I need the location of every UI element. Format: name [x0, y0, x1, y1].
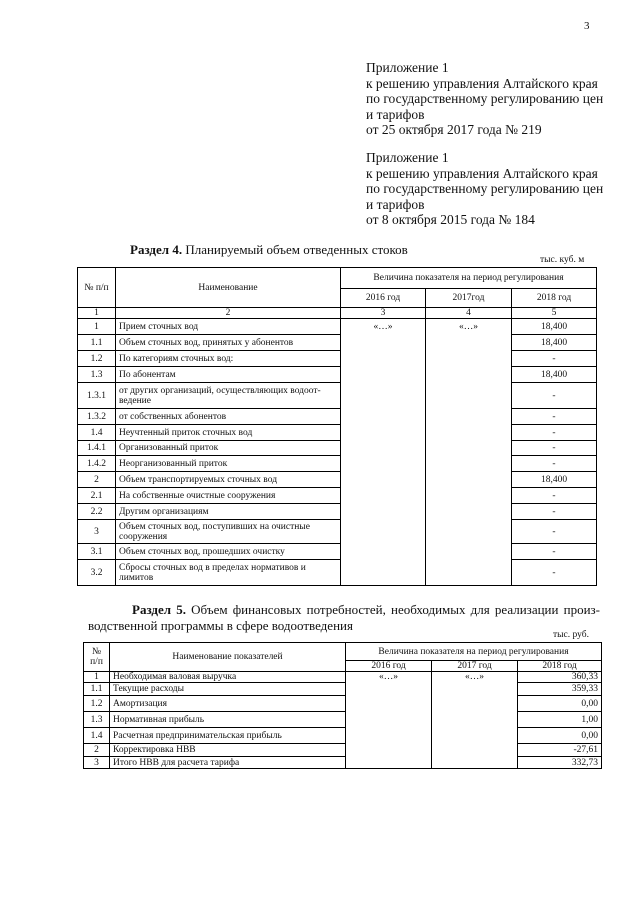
- appendix-line: к решению управления Алтайского края: [366, 165, 598, 181]
- row-2018: -: [512, 520, 597, 544]
- col-number: 3: [341, 308, 426, 319]
- section4-units: тыс. куб. м: [540, 255, 585, 265]
- row-name: Необходимая валовая выручка: [110, 672, 346, 683]
- appendix-block-2: [366, 150, 603, 228]
- table-row: [78, 472, 597, 488]
- row-num: 1.3: [78, 367, 116, 383]
- row-2016: [341, 472, 426, 488]
- row-name: Объем сточных вод, прошедших очистку: [116, 544, 341, 560]
- row-2016: [341, 335, 426, 351]
- appendix-line: к решению управления Алтайского края: [366, 75, 598, 91]
- header-num: № п/п: [78, 268, 116, 308]
- row-2016: [341, 504, 426, 520]
- table-row: [84, 696, 602, 712]
- row-num: 1.2: [78, 351, 116, 367]
- row-2018: 0,00: [518, 696, 602, 712]
- table-row: [78, 520, 597, 544]
- row-2016: [341, 560, 426, 586]
- row-2017: [426, 504, 512, 520]
- row-2016: [341, 544, 426, 560]
- row-2017: [426, 383, 512, 409]
- row-name: Прием сточных вод: [116, 319, 341, 335]
- row-num: 2.1: [78, 488, 116, 504]
- table-row: [78, 504, 597, 520]
- row-2018: 332,73: [518, 757, 602, 769]
- col-number: 2: [116, 308, 341, 319]
- row-2018: 18,400: [512, 319, 597, 335]
- row-2016: [341, 441, 426, 456]
- row-num: 2.2: [78, 504, 116, 520]
- row-2018: -: [512, 383, 597, 409]
- header-year: 2016 год: [346, 661, 432, 672]
- row-2018: 18,400: [512, 472, 597, 488]
- row-2017: [426, 544, 512, 560]
- row-2016: «…»: [346, 672, 432, 683]
- row-2017: «…»: [426, 319, 512, 335]
- table-row: [84, 757, 602, 769]
- appendix-line: по государственному регулированию цен: [366, 91, 604, 106]
- table-row: [84, 712, 602, 728]
- section5-title-text-2: водственной программы в сфере водоотведения: [88, 618, 353, 633]
- row-2018: 18,400: [512, 335, 597, 351]
- table-row: [78, 560, 597, 586]
- row-name: Объем сточных вод, принятых у абонентов: [116, 335, 341, 351]
- appendix-line: и тарифов: [366, 196, 425, 212]
- section4-title-text: Планируемый объем отведенных стоков: [182, 242, 408, 257]
- row-2016: [341, 425, 426, 441]
- row-2018: -: [512, 425, 597, 441]
- table-row: [78, 544, 597, 560]
- row-num: 3.2: [78, 560, 116, 586]
- row-num: 1.4: [78, 425, 116, 441]
- row-2016: [341, 520, 426, 544]
- row-2018: -: [512, 488, 597, 504]
- row-num: 1.2: [84, 696, 110, 712]
- header-name: Наименование: [116, 268, 341, 308]
- row-2017: [426, 425, 512, 441]
- appendix-line: Приложение 1: [366, 60, 449, 75]
- section4-table: [77, 267, 597, 586]
- row-name: Текущие расходы: [110, 683, 346, 696]
- table-row: [84, 672, 602, 683]
- row-2017: [426, 520, 512, 544]
- table-row: [78, 456, 597, 472]
- row-2018: -: [512, 504, 597, 520]
- row-2016: «…»: [341, 319, 426, 335]
- row-name: По абонентам: [116, 367, 341, 383]
- row-2016: [341, 456, 426, 472]
- row-2017: [432, 696, 518, 712]
- row-2018: -: [512, 544, 597, 560]
- table-row: [84, 683, 602, 696]
- section5-title-text-1: Объем финансовых потребностей, необходимых для реализации произ-: [186, 602, 601, 617]
- row-2016: [341, 488, 426, 504]
- header-year: 2018 год: [512, 289, 597, 308]
- row-name: Амортизация: [110, 696, 346, 712]
- section5-units: тыс. руб.: [553, 630, 589, 640]
- row-name: Сбросы сточных вод в пределах нормативов и лимитов: [116, 560, 341, 586]
- header-year: 2017год: [426, 289, 512, 308]
- row-num: 3: [84, 757, 110, 769]
- col-number: 4: [426, 308, 512, 319]
- row-2017: [426, 409, 512, 425]
- row-num: 3.1: [78, 544, 116, 560]
- row-num: 1.4.2: [78, 456, 116, 472]
- row-num: 1.4: [84, 728, 110, 744]
- row-2017: [432, 744, 518, 757]
- appendix-line: по государственному регулированию цен: [366, 181, 604, 196]
- appendix-block-1: [366, 60, 603, 138]
- row-2018: 360,33: [518, 672, 602, 683]
- row-2017: «…»: [432, 672, 518, 683]
- row-2016: [341, 383, 426, 409]
- row-name: Нормативная прибыль: [110, 712, 346, 728]
- row-2016: [346, 728, 432, 744]
- header-year: 2017 год: [432, 661, 518, 672]
- row-2017: [432, 757, 518, 769]
- row-name: На собственные очистные сооружения: [116, 488, 341, 504]
- row-2018: 1,00: [518, 712, 602, 728]
- table-row: [78, 319, 597, 335]
- row-num: 1.3.1: [78, 383, 116, 409]
- col-number: 5: [512, 308, 597, 319]
- row-2017: [426, 351, 512, 367]
- row-2017: [426, 335, 512, 351]
- row-2017: [432, 683, 518, 696]
- row-2016: [341, 351, 426, 367]
- row-2018: -: [512, 560, 597, 586]
- appendix-line: Приложение 1: [366, 150, 449, 165]
- row-2016: [341, 409, 426, 425]
- section5-table: [83, 642, 602, 769]
- row-name: от других организаций, осуществляющих водоот-ведение: [116, 383, 341, 409]
- col-number: 1: [78, 308, 116, 319]
- row-2018: -: [512, 409, 597, 425]
- row-2017: [432, 712, 518, 728]
- table-row: [84, 728, 602, 744]
- row-name: Организованный приток: [116, 441, 341, 456]
- row-name: от собственных абонентов: [116, 409, 341, 425]
- header-year: 2016 год: [341, 289, 426, 308]
- row-num: 1: [78, 319, 116, 335]
- row-num: 1.3.2: [78, 409, 116, 425]
- row-2016: [346, 696, 432, 712]
- row-num: 2: [84, 744, 110, 757]
- row-num: 1.4.1: [78, 441, 116, 456]
- row-2018: 0,00: [518, 728, 602, 744]
- row-2016: [346, 712, 432, 728]
- row-2018: 359,33: [518, 683, 602, 696]
- header-period: Величина показателя на период регулирования: [341, 268, 597, 289]
- header-period: Величина показателя на период регулирования: [346, 643, 602, 661]
- row-num: 3: [78, 520, 116, 544]
- section5-title: [88, 602, 600, 634]
- table-row: [78, 351, 597, 367]
- table-row: [84, 744, 602, 757]
- page-number: 3: [584, 20, 590, 32]
- table-row: [78, 425, 597, 441]
- table-row: [78, 383, 597, 409]
- row-2017: [432, 728, 518, 744]
- row-2016: [346, 744, 432, 757]
- row-num: 2: [78, 472, 116, 488]
- appendix-line: от 25 октября 2017 года № 219: [366, 122, 542, 137]
- row-name: Итого НВВ для расчета тарифа: [110, 757, 346, 769]
- row-name: Корректировка НВВ: [110, 744, 346, 757]
- row-2016: [346, 683, 432, 696]
- row-2018: -: [512, 351, 597, 367]
- row-2016: [341, 367, 426, 383]
- row-2017: [426, 560, 512, 586]
- header-num: № п/п: [84, 643, 110, 672]
- row-name: Неорганизованный приток: [116, 456, 341, 472]
- row-name: Объем сточных вод, поступивших на очистные сооружения: [116, 520, 341, 544]
- row-2018: -: [512, 456, 597, 472]
- section4-title: [130, 242, 408, 258]
- row-num: 1.3: [84, 712, 110, 728]
- appendix-line: от 8 октября 2015 года № 184: [366, 212, 535, 227]
- row-name: По категориям сточных вод:: [116, 351, 341, 367]
- row-name: Другим организациям: [116, 504, 341, 520]
- row-num: 1.1: [84, 683, 110, 696]
- section5-title-bold: Раздел 5.: [132, 602, 186, 617]
- row-2017: [426, 456, 512, 472]
- table-row: [78, 409, 597, 425]
- table-row: [78, 441, 597, 456]
- row-name: Неучтенный приток сточных вод: [116, 425, 341, 441]
- row-2017: [426, 441, 512, 456]
- row-2017: [426, 367, 512, 383]
- table-row: [78, 367, 597, 383]
- section4-title-bold: Раздел 4.: [130, 242, 183, 257]
- row-name: Объем транспортируемых сточных вод: [116, 472, 341, 488]
- row-num: 1: [84, 672, 110, 683]
- header-year: 2018 год: [518, 661, 602, 672]
- row-name: Расчетная предпринимательская прибыль: [110, 728, 346, 744]
- row-2017: [426, 472, 512, 488]
- table-row: [78, 335, 597, 351]
- row-2018: -27,61: [518, 744, 602, 757]
- appendix-line: и тарифов: [366, 106, 425, 122]
- header-name: Наименование показателей: [110, 643, 346, 672]
- row-2018: 18,400: [512, 367, 597, 383]
- table-row: [78, 488, 597, 504]
- row-2018: -: [512, 441, 597, 456]
- row-2017: [426, 488, 512, 504]
- row-2016: [346, 757, 432, 769]
- row-num: 1.1: [78, 335, 116, 351]
